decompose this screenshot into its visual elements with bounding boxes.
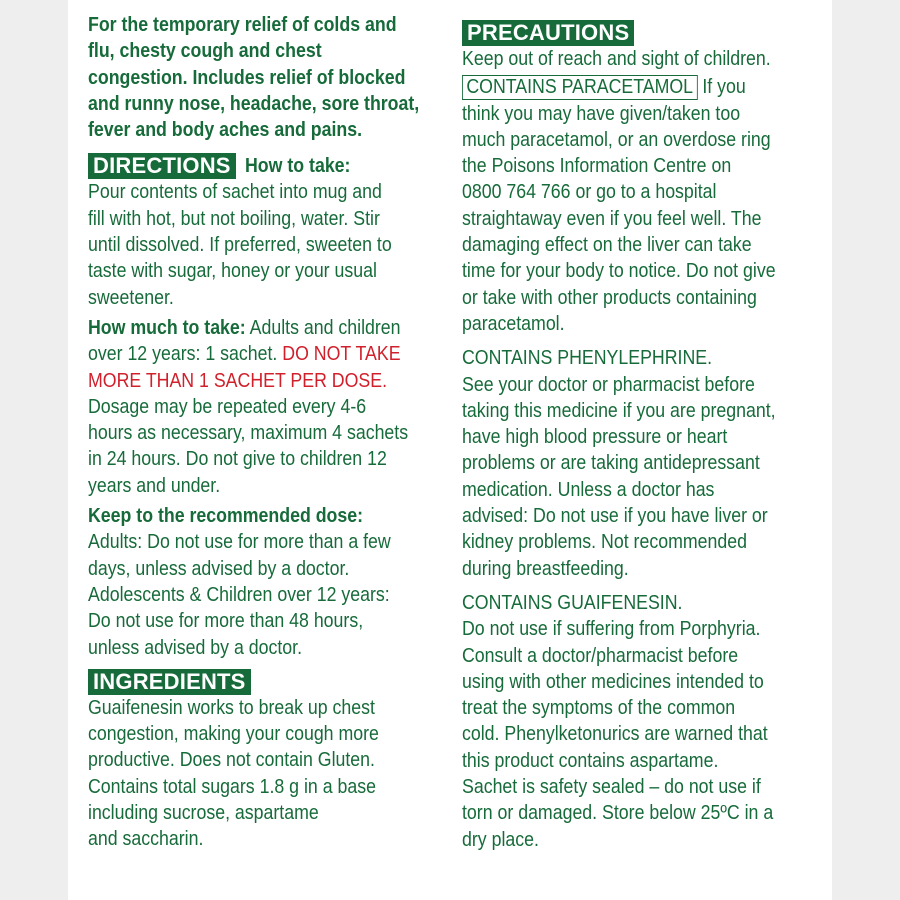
text-line: cold. Phenylketonurics are warned that — [462, 723, 768, 746]
how-much-label: How much to take: — [88, 316, 246, 339]
left-margin — [0, 0, 68, 900]
text-line: 0800 764 766 or go to a hospital — [462, 181, 717, 204]
text-line: See your doctor or pharmacist before — [462, 373, 755, 396]
text-line: taking this medicine if you are pregnant, — [462, 399, 776, 422]
how-much-line — [88, 341, 453, 367]
intro-line: flu, chesty cough and chest — [88, 40, 322, 63]
text-line: the Poisons Information Centre on — [462, 155, 732, 178]
guaifenesin-section — [462, 590, 822, 853]
text-line: Sachet is safety sealed – do not use if — [462, 776, 761, 799]
left-column — [88, 12, 450, 853]
text-line: years and under. — [88, 474, 221, 497]
directions-heading: DIRECTIONS — [88, 153, 236, 179]
text-line: Do not use if suffering from Porphyria. — [462, 618, 761, 641]
keep-dose-section — [88, 503, 450, 661]
text-line: this product contains aspartame. — [462, 749, 719, 772]
text-line: Dosage may be repeated every 4-6 — [88, 395, 367, 418]
text-line: Do not use for more than 48 hours, — [88, 610, 364, 633]
keep-dose-label: Keep to the recommended dose: — [88, 505, 364, 528]
text-line: Consult a doctor/pharmacist before — [462, 644, 739, 667]
text-line: time for your body to notice. Do not give — [462, 260, 776, 283]
text-line: taste with sugar, honey or your usual — [88, 260, 377, 283]
text-line: and saccharin. — [88, 828, 204, 851]
text-line: much paracetamol, or an overdose ring — [462, 128, 771, 151]
right-margin — [832, 0, 900, 900]
text-line: kidney problems. Not recommended — [462, 531, 747, 554]
ingredients-heading-row — [88, 669, 450, 695]
intro-line: fever and body aches and pains. — [88, 119, 363, 142]
text-line: have high blood pressure or heart — [462, 426, 728, 449]
keep-out-line: Keep out of reach and sight of children. — [462, 48, 771, 70]
paracetamol-section — [462, 74, 822, 337]
text-line: productive. Does not contain Gluten. — [88, 749, 375, 772]
text-line: until dissolved. If preferred, sweeten to — [88, 234, 392, 257]
text-line: torn or damaged. Store below 25ºC in a — [462, 802, 774, 825]
dose-warning-line: MORE THAN 1 SACHET PER DOSE. — [88, 369, 388, 392]
text-line: medication. Unless a doctor has — [462, 478, 715, 501]
precautions-heading-row — [462, 20, 822, 46]
phenylephrine-section — [462, 345, 822, 582]
phenylephrine-heading: CONTAINS PHENYLEPHRINE. — [462, 347, 713, 370]
text-line: days, unless advised by a doctor. — [88, 557, 350, 580]
text-line: advised: Do not use if you have liver or — [462, 505, 768, 528]
text-line: paracetamol. — [462, 312, 565, 335]
text-line: straightaway even if you feel well. The — [462, 207, 762, 230]
contains-paracetamol-box: CONTAINS PARACETAMOL — [462, 75, 697, 100]
guaifenesin-heading: CONTAINS GUAIFENESIN. — [462, 591, 683, 614]
text-line: or take with other products containing — [462, 286, 757, 309]
text-line: Guaifenesin works to break up chest — [88, 696, 375, 719]
text-line: think you may have given/taken too — [462, 102, 741, 125]
text-line: unless advised by a doctor. — [88, 636, 303, 659]
intro-section — [88, 12, 450, 143]
text-line: treat the symptoms of the common — [462, 697, 736, 720]
intro-line: and runny nose, headache, sore throat, — [88, 92, 420, 115]
text-line: fill with hot, but not boiling, water. Stir — [88, 207, 380, 230]
paracetamol-line1-rest: If you — [697, 76, 746, 99]
text-line: Contains total sugars 1.8 g in a base — [88, 775, 376, 798]
how-to-take-label: How to take: — [244, 155, 351, 178]
paracetamol-line — [462, 74, 825, 100]
intro-line: congestion. Includes relief of blocked — [88, 66, 406, 89]
text-line: problems or are taking antidepressant — [462, 452, 760, 475]
text-line: Adults: Do not use for more than a few — [88, 531, 391, 554]
text-line: during breastfeeding. — [462, 557, 629, 580]
text-line: Adolescents & Children over 12 years: — [88, 583, 390, 606]
ingredients-heading: INGREDIENTS — [88, 669, 251, 695]
how-much-line2: over 12 years: 1 sachet. — [88, 343, 283, 366]
text-line: dry place. — [462, 828, 539, 851]
text-line: including sucrose, aspartame — [88, 802, 319, 825]
text-line: damaging effect on the liver can take — [462, 234, 752, 257]
how-to-take-text — [88, 179, 450, 310]
text-line: sweetener. — [88, 286, 174, 309]
intro-line: For the temporary relief of colds and — [88, 14, 397, 36]
text-line: in 24 hours. Do not give to children 12 — [88, 448, 387, 471]
ingredients-text — [88, 695, 450, 853]
how-much-section — [88, 315, 450, 499]
text-line: Pour contents of sachet into mug and — [88, 181, 382, 204]
directions-heading-row — [88, 153, 450, 179]
text-line: hours as necessary, maximum 4 sachets — [88, 422, 409, 445]
how-much-line — [88, 315, 453, 341]
right-column — [462, 20, 822, 853]
dose-warning: DO NOT TAKE — [282, 343, 401, 366]
text-line: using with other medicines intended to — [462, 670, 764, 693]
text-line: congestion, making your cough more — [88, 723, 379, 746]
precautions-heading: PRECAUTIONS — [462, 20, 634, 46]
how-much-line1-rest: Adults and children — [245, 316, 401, 339]
